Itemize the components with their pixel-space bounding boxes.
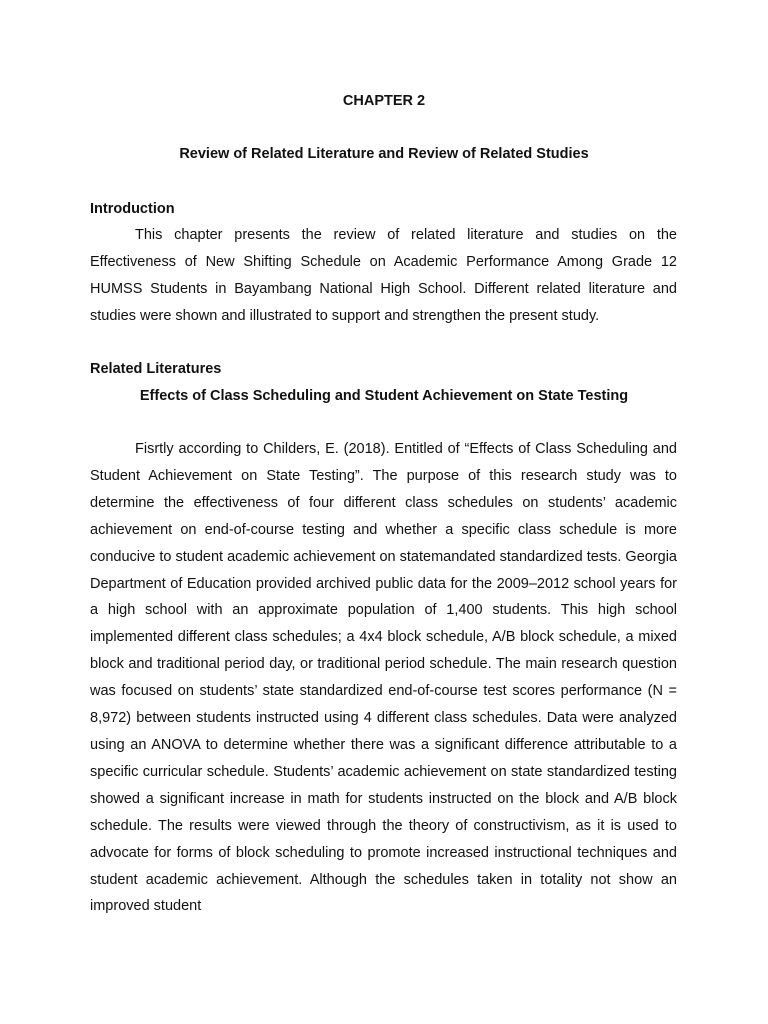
introduction-heading: Introduction [90,201,175,217]
chapter-title: Review of Related Literature and Review of Related Studies [179,146,589,162]
chapter-number: CHAPTER 2 [342,93,426,109]
introduction-paragraph: This chapter presents the review of related literature and studies on the Effectiveness of New Shifting Schedule on Academic Performance Among Grade 12 HUMSS Students in Bayambang National High School. Different related literature and studies were shown and illustrated to support and strengthen the present study. [90,227,677,324]
related-literature-subheading: Effects of Class Scheduling and Student Achievement on State Testing [139,388,629,404]
related-literatures-heading: Related Literatures [90,361,222,377]
related-literature-paragraph: Fisrtly according to Childers, E. (2018). Entitled of “Effects of Class Scheduling and Student Achievement on State Testing”. The purpose of this research study was to determine the effectiveness of four different class schedules on students’ academic achievement on end-of-course testing and whether a specific class schedule is more conducive to student academic achievement on statemandated standardized tests. Georgia Department of Education provided archived public data for the 2009–2012 school years for a high school with an approximate population of 1,400 students. This high school implemented different class schedules; a 4x4 block schedule, A/B block schedule, a mixed block and traditional period day, or traditional period schedule. The main research question was focused on students’ state standardized end-of-course test scores performance (N = 8,972) between students instructed using 4 different class schedules. Data were analyzed using an ANOVA to determine whether there was a significant difference attributable to a specific curricular schedule. Students’ academic achievement on state standardized testing showed a significant increase in math for students instructed on the block and A/B block schedule. The results were viewed through the theory of constructivism, as it is used to advocate for forms of block scheduling to promote increased instructional techniques and student academic achievement. Although the schedules taken in totality not show an improved student [90,441,677,915]
